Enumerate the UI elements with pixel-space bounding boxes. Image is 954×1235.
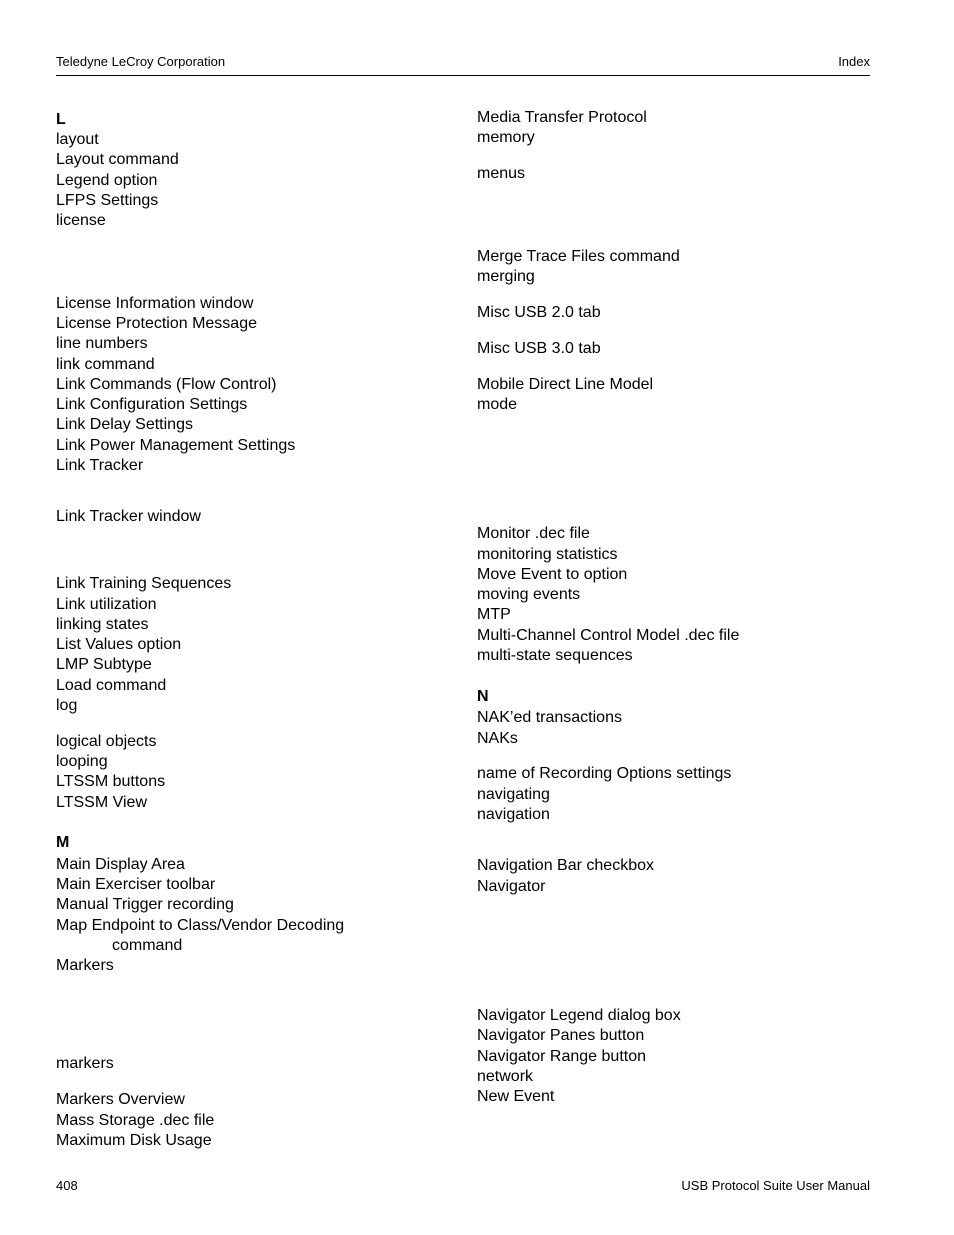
index-letter-heading: N	[477, 688, 489, 705]
index-entry: Navigator Legend dialog box	[477, 1007, 681, 1024]
index-entry: log	[56, 697, 78, 714]
index-entry: license	[56, 212, 106, 229]
index-entry: Misc USB 3.0 tab	[477, 340, 601, 357]
index-entry: Move Event to option	[477, 566, 628, 583]
index-entry: name of Recording Options settings	[477, 765, 732, 782]
index-entry: License Protection Message	[56, 315, 257, 332]
index-entry: Layout command	[56, 151, 179, 168]
index-entry: mode	[477, 396, 518, 413]
index-entry: Misc USB 2.0 tab	[477, 304, 601, 321]
index-entry: monitoring statistics	[477, 546, 618, 563]
index-entry: menus	[477, 165, 526, 182]
index-entry: Load command	[56, 677, 167, 694]
index-entry: logical objects	[56, 733, 157, 750]
index-entry: markers	[56, 1055, 114, 1072]
index-entry: link command	[56, 356, 155, 373]
index-entry: Maximum Disk Usage	[56, 1132, 212, 1149]
index-entry: memory	[477, 129, 535, 146]
index-entry: command	[112, 937, 183, 954]
index-entry: MTP	[477, 606, 511, 623]
index-entry: Monitor .dec file	[477, 525, 590, 542]
index-letter-heading: M	[56, 834, 70, 851]
index-entry: Navigator	[477, 878, 546, 895]
index-entry: network	[477, 1068, 534, 1085]
index-entry: Legend option	[56, 172, 158, 189]
index-entry: Link utilization	[56, 596, 157, 613]
index-entry: merging	[477, 268, 535, 285]
index-entry: Mobile Direct Line Model	[477, 376, 654, 393]
index-entry: Multi-Channel Control Model .dec file	[477, 627, 740, 644]
header-company: Teledyne LeCroy Corporation	[56, 54, 226, 69]
index-entry: navigating	[477, 786, 550, 803]
index-entry: Markers Overview	[56, 1091, 185, 1108]
index-entry: Navigator Range button	[477, 1048, 646, 1065]
index-entry: Navigator Panes button	[477, 1027, 645, 1044]
index-entry: NAK’ed transactions	[477, 709, 622, 726]
page-number: 408	[56, 1178, 78, 1193]
index-letter-heading: L	[56, 111, 66, 128]
index-entry: navigation	[477, 806, 550, 823]
index-entry: Main Display Area	[56, 856, 185, 873]
index-entry: line numbers	[56, 335, 148, 352]
index-entry: layout	[56, 131, 99, 148]
index-entry: Map Endpoint to Class/Vendor Decoding	[56, 917, 345, 934]
index-entry: License Information window	[56, 295, 254, 312]
index-entry: Markers	[56, 957, 114, 974]
index-entry: Merge Trace Files command	[477, 248, 680, 265]
index-entry: LTSSM buttons	[56, 773, 166, 790]
manual-title: USB Protocol Suite User Manual	[681, 1178, 870, 1193]
index-entry: Navigation Bar checkbox	[477, 857, 654, 874]
index-entry: LFPS Settings	[56, 192, 159, 209]
index-entry: LTSSM View	[56, 794, 147, 811]
index-entry: Media Transfer Protocol	[477, 109, 647, 126]
index-entry: LMP Subtype	[56, 656, 152, 673]
index-entry: NAKs	[477, 730, 518, 747]
header-rule	[56, 75, 870, 76]
index-entry: moving events	[477, 586, 581, 603]
index-entry: Link Delay Settings	[56, 416, 193, 433]
index-entry: looping	[56, 753, 108, 770]
index-entry: Link Configuration Settings	[56, 396, 248, 413]
index-entry: Link Power Management Settings	[56, 437, 296, 454]
index-entry: Mass Storage .dec file	[56, 1112, 215, 1129]
index-entry: multi-state sequences	[477, 647, 633, 664]
index-entry: linking states	[56, 616, 149, 633]
index-entry: Link Training Sequences	[56, 575, 232, 592]
index-entry: New Event	[477, 1088, 555, 1105]
header-section: Index	[838, 54, 870, 69]
index-entry: Link Tracker window	[56, 508, 201, 525]
index-entry: Manual Trigger recording	[56, 896, 234, 913]
index-entry: Main Exerciser toolbar	[56, 876, 216, 893]
index-entry: Link Tracker	[56, 457, 144, 474]
index-entry: Link Commands (Flow Control)	[56, 376, 277, 393]
index-entry: List Values option	[56, 636, 182, 653]
